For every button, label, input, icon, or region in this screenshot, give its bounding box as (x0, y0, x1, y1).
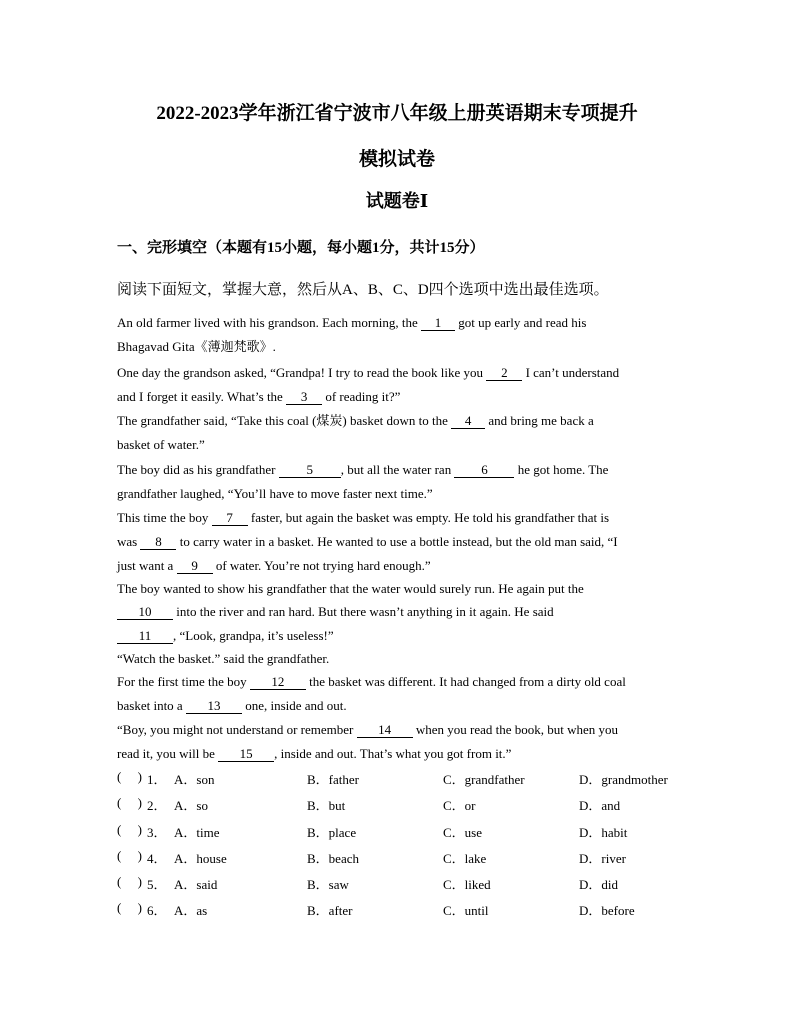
passage-text: of reading it?” (322, 389, 401, 404)
blank-13: 13 (186, 699, 242, 714)
passage-text: grandfather laughed, “You’ll have to move faster next time.” (117, 486, 433, 501)
answer-slot[interactable]: ( ) (117, 900, 142, 915)
question-row (117, 822, 717, 840)
option-d[interactable]: D．grandmother (579, 772, 668, 787)
passage-text: This time the boy (117, 510, 212, 525)
passage-text: and bring me back a (485, 413, 594, 428)
passage-line (117, 627, 334, 645)
passage-text: one, inside and out. (241, 698, 347, 713)
passage-text: to carry water in a basket. He wanted to use a bottle instead, but the old man said, “I (176, 534, 618, 549)
passage-text: The grandfather said, “Take this coal (煤炭) basket down to the (117, 413, 452, 428)
option-d[interactable]: D．did (579, 877, 619, 892)
passage-text: One day the grandson asked, “Grandpa! I try to read the book like you (117, 365, 487, 380)
option-a[interactable]: A．said (174, 877, 218, 892)
passage-text: The boy wanted to show his grandfather that the water would surely run. He again put the (117, 581, 584, 596)
option-a[interactable]: A．son (174, 772, 215, 787)
answer-slot[interactable]: ( ) (117, 769, 142, 784)
blank-3: 3 (286, 390, 322, 405)
passage-text: into the river and ran hard. But there wasn’t anything in it again. He said (173, 604, 554, 619)
passage-line (117, 603, 554, 621)
passage-text: got up early and read his (455, 315, 587, 330)
blank-10: 10 (117, 605, 173, 620)
passage-text: For the first time the boy (117, 674, 250, 689)
option-a[interactable]: A．time (174, 825, 220, 840)
question-row (117, 769, 717, 787)
option-b[interactable]: B．place (307, 825, 357, 840)
passage-line (117, 436, 205, 454)
section-instruction: 阅读下面短文，掌握大意，然后从A、B、C、D四个选项中选出最佳选项。 (117, 282, 609, 298)
answer-slot[interactable]: ( ) (117, 795, 142, 810)
passage-line (117, 697, 347, 715)
option-c[interactable]: C．grandfather (443, 772, 525, 787)
passage-line (117, 745, 511, 763)
passage-text: was (117, 534, 141, 549)
passage-text: The boy did as his grandfather (117, 462, 279, 477)
section-heading: 一、完形填空（本题有15小题，每小题1分，共计15分） (117, 240, 485, 256)
passage-text: basket of water.” (117, 437, 205, 452)
option-c[interactable]: C．until (443, 903, 489, 918)
passage-text: Bhagavad Gita《薄迦梵歌》. (117, 339, 276, 354)
blank-7: 7 (212, 511, 248, 526)
question-number: 4． (147, 851, 167, 866)
blank-6: 6 (454, 463, 514, 478)
question-row (117, 874, 717, 892)
blank-11: 11 (117, 629, 173, 644)
blank-15: 15 (218, 747, 274, 762)
option-d[interactable]: D．river (579, 851, 626, 866)
passage-text: basket into a (117, 698, 186, 713)
blank-4: 4 (451, 414, 485, 429)
question-number: 1． (147, 772, 167, 787)
paper-label: 试题卷Ⅰ (365, 191, 429, 211)
option-c[interactable]: C．use (443, 825, 483, 840)
option-a[interactable]: A．as (174, 903, 208, 918)
question-row (117, 900, 717, 918)
passage-text: “Watch the basket.” said the grandfather. (117, 651, 330, 666)
passage-text: , but all the water ran (340, 462, 455, 477)
passage-text: read it, you will be (117, 746, 219, 761)
option-c[interactable]: C．lake (443, 851, 487, 866)
blank-5: 5 (279, 463, 341, 478)
answer-slot[interactable]: ( ) (117, 822, 142, 837)
option-d[interactable]: D．before (579, 903, 635, 918)
question-row (117, 848, 717, 866)
passage-line (117, 412, 594, 430)
passage-text: he got home. The (514, 462, 609, 477)
question-number: 6． (147, 903, 167, 918)
passage-line (117, 580, 584, 598)
option-c[interactable]: C．liked (443, 877, 491, 892)
passage-line (117, 557, 431, 575)
passage-text: I can’t understand (522, 365, 620, 380)
passage-text: of water. You’re not trying hard enough.” (212, 558, 431, 573)
option-d[interactable]: D．and (579, 798, 621, 813)
option-d[interactable]: D．habit (579, 825, 628, 840)
blank-1: 1 (421, 316, 455, 331)
option-b[interactable]: B．beach (307, 851, 359, 866)
blank-8: 8 (140, 535, 176, 550)
passage-line (117, 509, 609, 527)
blank-9: 9 (177, 559, 213, 574)
question-number: 2． (147, 798, 167, 813)
passage-text: and I forget it easily. What’s the (117, 389, 287, 404)
option-b[interactable]: B．saw (307, 877, 349, 892)
passage-line (117, 364, 619, 382)
option-b[interactable]: B．but (307, 798, 346, 813)
question-row (117, 795, 717, 813)
passage-text: An old farmer lived with his grandson. Each morning, the (117, 315, 421, 330)
passage-line (117, 721, 618, 739)
passage-text: “Boy, you might not understand or remember (117, 722, 357, 737)
answer-slot[interactable]: ( ) (117, 874, 142, 889)
option-c[interactable]: C．or (443, 798, 476, 813)
passage-line (117, 338, 276, 356)
option-b[interactable]: B．after (307, 903, 353, 918)
page-subtitle: 模拟试卷 (358, 149, 435, 170)
passage-text: the basket was different. It had changed from a dirty old coal (305, 674, 626, 689)
passage-line (117, 673, 626, 691)
blank-2: 2 (486, 366, 522, 381)
passage-text: , inside and out. That’s what you got from it.” (274, 746, 512, 761)
question-number: 3． (147, 825, 167, 840)
passage-text: just want a (117, 558, 177, 573)
passage-line (117, 485, 433, 503)
passage-line (117, 461, 608, 479)
option-a[interactable]: A．so (174, 798, 208, 813)
blank-12: 12 (250, 675, 306, 690)
passage-line (117, 650, 329, 668)
blank-14: 14 (357, 723, 413, 738)
passage-text: faster, but again the basket was empty. He told his grandfather that is (247, 510, 610, 525)
option-a[interactable]: A．house (174, 851, 227, 866)
passage-line (117, 533, 618, 551)
passage-text: when you read the book, but when you (412, 722, 619, 737)
passage-text: , “Look, grandpa, it’s useless!” (173, 628, 334, 643)
passage-line (117, 314, 586, 332)
question-number: 5． (147, 877, 167, 892)
option-b[interactable]: B．father (307, 772, 359, 787)
passage-line (117, 388, 400, 406)
answer-slot[interactable]: ( ) (117, 848, 142, 863)
page-title: 2022-2023学年浙江省宁波市八年级上册英语期末专项提升 (156, 103, 638, 124)
